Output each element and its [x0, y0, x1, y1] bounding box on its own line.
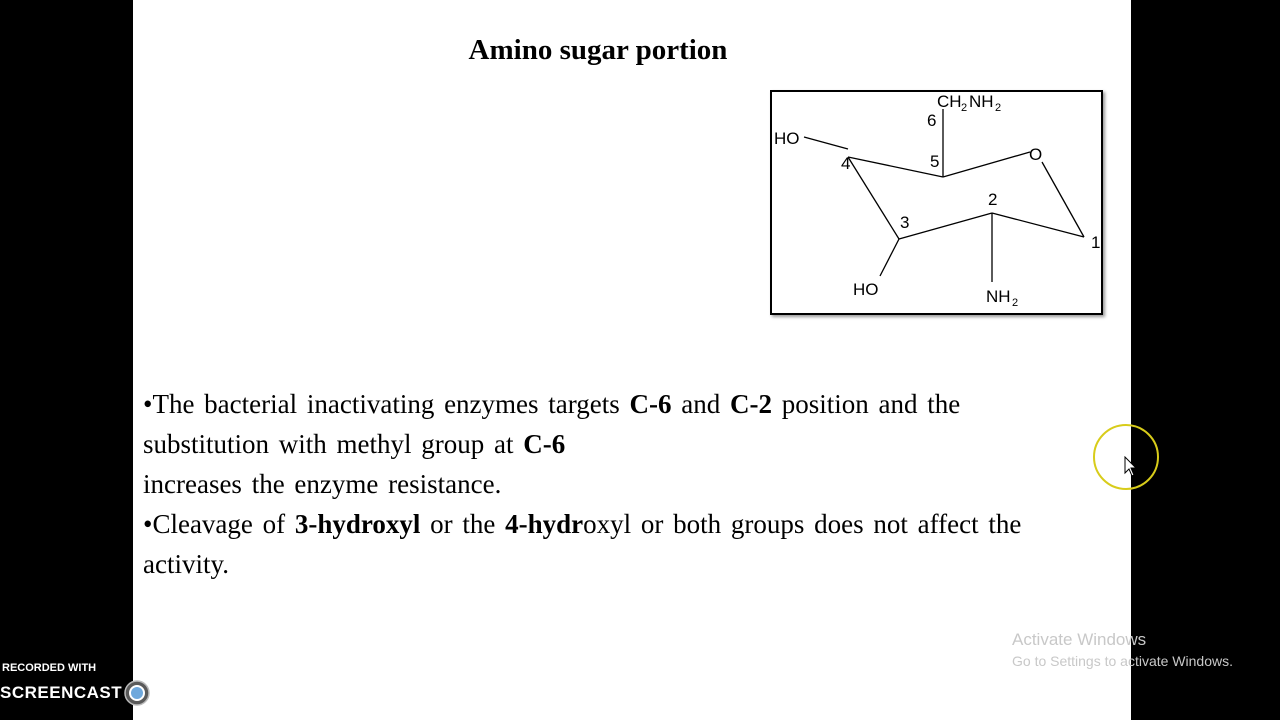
bullet-2: [143, 504, 1073, 584]
hydroxyl-c3-label: HO: [853, 280, 879, 299]
activate-windows-watermark: [1012, 630, 1233, 669]
bullet-2-3-hydroxyl: 3-hydroxyl: [294, 509, 421, 539]
bullet-1-c6: C-6: [629, 389, 672, 419]
bond-c5-o: [943, 152, 1030, 177]
bond-c4-c5: [848, 157, 943, 177]
c6-ch2-subscript: 2: [961, 102, 968, 114]
amino-c2-subscript: 2: [1012, 297, 1019, 309]
slide-title: Amino sugar portion: [468, 34, 728, 66]
c6-nh-label: NH: [969, 92, 994, 111]
bond-o-c1: [1042, 162, 1084, 237]
activate-windows-subtitle: Go to Settings to activate Windows.: [1012, 653, 1233, 669]
slide: [133, 0, 1131, 720]
activate-windows-title: Activate Windows: [1012, 630, 1147, 649]
slide-body: [143, 384, 1073, 584]
carbon-4-number: 4: [841, 154, 851, 173]
bullet-1: [143, 384, 1073, 464]
carbon-6-number: 6: [927, 111, 937, 130]
bullet-1-text: •The bacterial inactivating enzymes targets: [143, 389, 630, 419]
bullet-1-c6-methyl: C-6: [523, 429, 566, 459]
c6-ch2-label: CH: [937, 92, 962, 111]
bullet-2-text: •Cleavage of: [143, 509, 295, 539]
carbon-1-number: 1: [1091, 233, 1101, 252]
mouse-pointer-icon: [1124, 456, 1138, 478]
bond-c4-c3: [848, 157, 899, 239]
amino-sugar-structure-diagram: [770, 90, 1103, 315]
carbon-2-number: 2: [988, 190, 998, 209]
bullet-2-4-hydr: 4-hydr: [505, 509, 584, 539]
hydroxyl-c4-label: HO: [774, 129, 800, 148]
bond-c3-c2: [899, 213, 992, 239]
carbon-5-number: 5: [930, 152, 940, 171]
screencast-brand-right: MATIC: [152, 683, 208, 702]
bond-c3-oh: [880, 239, 899, 276]
bullet-2-or-the: or the: [420, 509, 506, 539]
bullet-2-rest: oxyl or both groups does not affect the activity.: [143, 509, 1022, 579]
bullet-1-continuation: increases the enzyme resistance.: [143, 469, 502, 499]
amino-c2-label: NH: [986, 287, 1011, 306]
recorded-with-label: RECORDED WITH: [2, 662, 97, 674]
chair-structure-svg: [772, 92, 1101, 313]
bond-c2-c1: [992, 213, 1084, 237]
screencast-brand-left: SCREENCAST: [0, 683, 123, 702]
bullet-1-substitution: position and the substitution with methyl group at: [143, 389, 961, 459]
record-button-icon: [124, 680, 150, 706]
carbon-3-number: 3: [900, 213, 910, 232]
bond-c4-oh: [804, 137, 848, 149]
ring-oxygen-label: O: [1029, 145, 1043, 164]
bullet-1-and: and: [671, 389, 730, 419]
screencast-o-matic-logo: [0, 682, 207, 704]
bullet-1-c2: C-2: [730, 389, 772, 419]
c6-nh2-subscript: 2: [995, 102, 1002, 114]
